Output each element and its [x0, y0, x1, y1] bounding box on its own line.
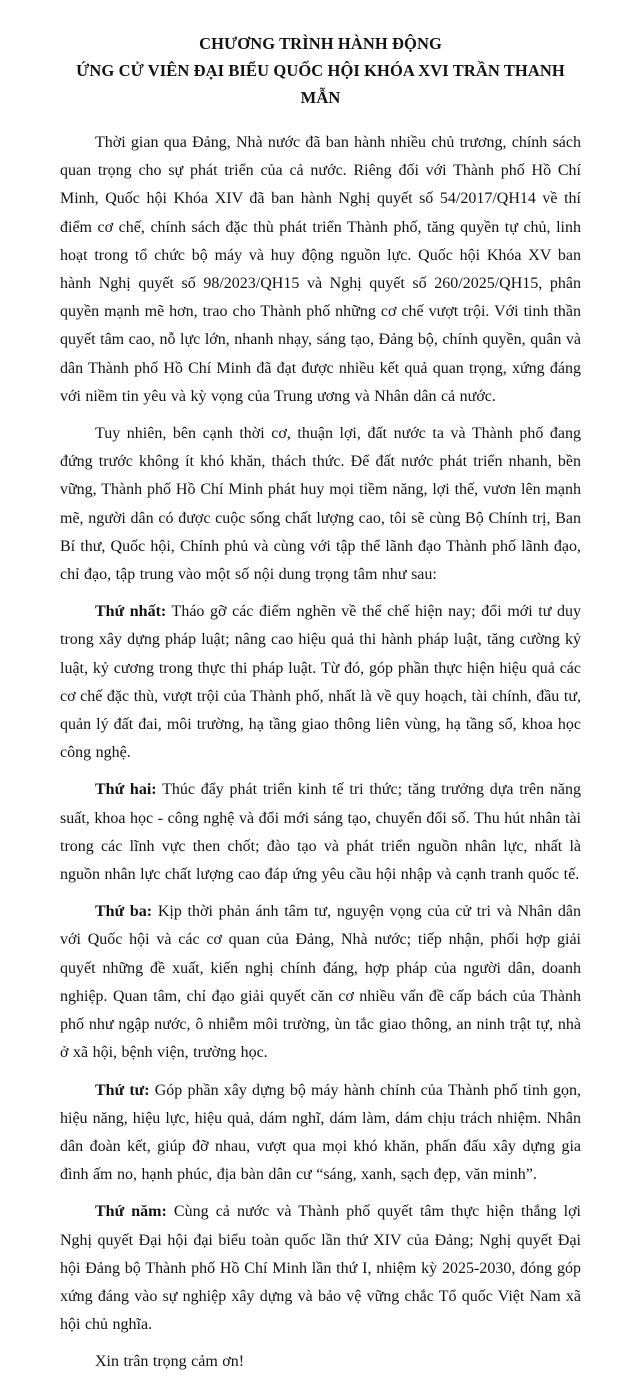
paragraph-text: Kịp thời phản ánh tâm tư, nguyện vọng của cử tri và Nhân dân với Quốc hội và các cơ quan của Đảng, Nhà nước; tiếp nhận, phối hợp giải quyết những đề xuất, kiến nghị chính đáng, hợp pháp của người dân, doanh nghiệp. Quan tâm, chỉ đạo giải quyết căn cơ nhiều vấn đề cấp bách của Thành phố như ngập nước, ô nhiễm môi trường, ùn tắc giao thông, an ninh trật tự, nhà ở xã hội, bệnh viện, trường học.	[60, 903, 581, 1062]
paragraph-point-3	[60, 898, 581, 1067]
paragraph-text: Xin trân trọng cảm ơn!	[95, 1353, 245, 1371]
paragraph-point-1	[60, 598, 581, 767]
paragraph-closing	[60, 1348, 581, 1376]
paragraph-lead: Thứ hai:	[95, 781, 157, 799]
paragraph-point-4	[60, 1077, 581, 1190]
paragraph-lead: Thứ ba:	[95, 903, 153, 921]
paragraph-text: Góp phần xây dựng bộ máy hành chính của Thành phố tinh gọn, hiệu năng, hiệu lực, hiệu quả, dám nghĩ, dám làm, dám chịu trách nhiệm. Nhân dân đoàn kết, giúp đỡ nhau, vượt qua mọi khó khăn, phấn đấu xây dựng gia đình ấm no, hạnh phúc, địa bàn dân cư “sáng, xanh, sạch đẹp, văn minh”.	[60, 1081, 581, 1184]
document-body	[60, 129, 581, 1377]
paragraph-context	[60, 420, 581, 589]
paragraph-text: Thời gian qua Đảng, Nhà nước đã ban hành nhiều chủ trương, chính sách quan trọng cho sự phát triển của cả nước. Riêng đối với Thành phố Hồ Chí Minh, Quốc hội Khóa XIV đã ban hành Nghị quyết số 54/2017/QH14 về thí điểm cơ chế, chính sách đặc thù phát triển Thành phố, tăng quyền tự chủ, linh hoạt trong tổ chức bộ máy và huy động nguồn lực. Quốc hội Khóa XV ban hành Nghị quyết số 98/2023/QH15 và Nghị quyết số 260/2025/QH15, phân quyền mạnh mẽ hơn, trao cho Thành phố những cơ chế vượt trội. Với tinh thần quyết tâm cao, nỗ lực lớn, nhanh nhạy, sáng tạo, Đảng bộ, chính quyền, quân và dân Thành phố Hồ Chí Minh đã đạt được nhiều kết quả quan trọng, xứng đáng với niềm tin yêu và kỳ vọng của Trung ương và Nhân dân cả nước.	[60, 134, 581, 405]
paragraph-lead: Thứ nhất:	[95, 603, 167, 621]
paragraph-text: Thúc đẩy phát triển kinh tế tri thức; tăng trưởng dựa trên năng suất, khoa học - công nghệ và đổi mới sáng tạo, chuyển đổi số. Thu hút nhân tài trong các lĩnh vực then chốt; đào tạo và phát triển nguồn nhân lực, nhất là nguồn nhân lực chất lượng cao đáp ứng yêu cầu hội nhập và cạnh tranh quốc tế.	[60, 781, 582, 884]
paragraph-lead: Thứ tư:	[95, 1081, 150, 1099]
paragraph-text: Cùng cả nước và Thành phố quyết tâm thực hiện thắng lợi Nghị quyết Đại hội đại biểu toàn quốc lần thứ XIV của Đảng; Nghị quyết Đại hội Đảng bộ Thành phố Hồ Chí Minh lần thứ I, nhiệm kỳ 2025-2030, đóng góp xứng đáng vào sự nghiệp xây dựng và bảo vệ vững chắc Tổ quốc Việt Nam xã hội chủ nghĩa.	[60, 1203, 581, 1334]
paragraph-intro	[60, 129, 581, 411]
paragraph-point-5	[60, 1198, 581, 1339]
title-line-1: CHƯƠNG TRÌNH HÀNH ĐỘNG	[199, 34, 442, 53]
document-title	[60, 30, 581, 111]
paragraph-point-2	[60, 776, 581, 889]
paragraph-text: Tháo gỡ các điểm nghẽn về thể chế hiện nay; đổi mới tư duy trong xây dựng pháp luật; nâng cao hiệu quả thi hành pháp luật, tăng cường kỷ luật, kỷ cương trong thực thi pháp luật. Từ đó, góp phần thực hiện hiệu quả các cơ chế đặc thù, vượt trội của Thành phố, nhất là về quy hoạch, tài chính, đầu tư, quản lý đất đai, môi trường, hạ tầng giao thông liên vùng, hạ tầng số, khoa học công nghệ.	[60, 603, 581, 762]
title-line-2: ỨNG CỬ VIÊN ĐẠI BIỂU QUỐC HỘI KHÓA XVI TRẦN THANH MẪN	[76, 61, 565, 107]
paragraph-text: Tuy nhiên, bên cạnh thời cơ, thuận lợi, đất nước ta và Thành phố đang đứng trước không ít khó khăn, thách thức. Để đất nước phát triển nhanh, bền vững, Thành phố Hồ Chí Minh phát huy mọi tiềm năng, lợi thế, vươn lên mạnh mẽ, người dân có được cuộc sống chất lượng cao, tôi sẽ cùng Bộ Chính trị, Ban Bí thư, Quốc hội, Chính phủ và cùng với tập thể lãnh đạo Thành phố lãnh đạo, chỉ đạo, tập trung vào một số nội dung trọng tâm như sau:	[60, 425, 581, 584]
paragraph-lead: Thứ năm:	[95, 1203, 167, 1221]
